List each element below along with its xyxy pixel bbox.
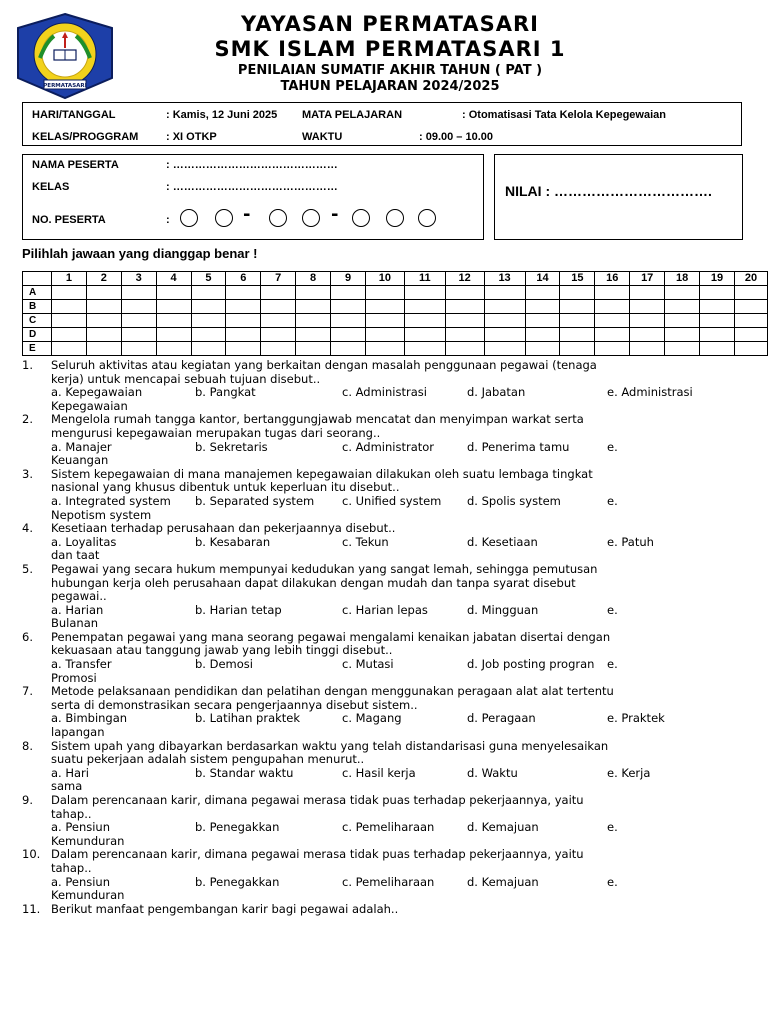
answer-cell[interactable] <box>261 300 296 314</box>
answer-cell[interactable] <box>630 314 665 328</box>
answer-option[interactable]: a. Kepegawaian <box>51 385 143 400</box>
grid-column-header: 15 <box>560 272 595 286</box>
answer-cell[interactable] <box>191 328 226 342</box>
answer-option[interactable]: c. Administrasi <box>342 385 427 400</box>
time-label: WAKTU <box>302 131 343 143</box>
answer-cell[interactable] <box>365 300 404 314</box>
answer-cell[interactable] <box>525 314 560 328</box>
grid-row <box>23 328 768 342</box>
answer-option[interactable]: b. Sekretaris <box>195 439 268 454</box>
svg-text:PERMATASARI: PERMATASARI <box>43 83 87 89</box>
answer-option[interactable]: a. Hari <box>51 765 89 780</box>
answer-option[interactable]: b. Kesabaran <box>195 534 271 549</box>
answer-cell[interactable] <box>525 342 560 356</box>
question-text-line: kekuasaan atau tanggung jawab yang lebih tinggi disebut.. <box>51 643 393 658</box>
answer-option[interactable]: d. Kemajuan <box>467 874 539 889</box>
answer-option[interactable]: a. Pensiun <box>51 874 111 889</box>
answer-cell[interactable] <box>296 286 331 300</box>
question-text-line: Sistem upah yang dibayarkan berdasarkan waktu yang telah distandarisasi guna menyelesaikan <box>51 738 609 753</box>
day-value: : Kamis, 12 Juni 2025 <box>166 109 278 121</box>
answer-cell[interactable] <box>560 300 595 314</box>
class-program-value: : XI OTKP <box>166 131 217 143</box>
answer-cell[interactable] <box>445 328 484 342</box>
answer-cell[interactable] <box>226 342 261 356</box>
answer-cell[interactable] <box>630 300 665 314</box>
grid-column-header: 5 <box>191 272 226 286</box>
answer-option[interactable]: e. <box>607 657 618 672</box>
question-text-line: Mengelola rumah tangga kantor, bertanggungjawab mencatat dan menyimpan warkat serta <box>51 412 584 427</box>
answer-cell[interactable] <box>191 300 226 314</box>
question-number: 11. <box>22 901 41 916</box>
option-row <box>22 821 742 835</box>
question-item <box>22 903 742 917</box>
answer-option[interactable]: d. Job posting progran <box>467 657 595 672</box>
answer-cell[interactable] <box>261 342 296 356</box>
question-number: 8. <box>22 738 33 753</box>
answer-cell[interactable] <box>700 314 735 328</box>
question-text-line: suatu pekerjaan adalah sistem pengupahan menurut.. <box>51 752 365 767</box>
student-class-field[interactable]: : ……………………………………… <box>166 181 338 193</box>
answer-option[interactable]: b. Separated system <box>195 493 315 508</box>
grid-row <box>23 300 768 314</box>
answer-cell[interactable] <box>700 342 735 356</box>
option-continuation: Kepegawaian <box>51 398 128 413</box>
grid-row-label: B <box>23 300 52 314</box>
number-separator: - <box>331 204 339 225</box>
question-list <box>22 359 742 916</box>
answer-cell[interactable] <box>525 300 560 314</box>
answer-cell[interactable] <box>331 300 366 314</box>
answer-cell[interactable] <box>734 314 767 328</box>
answer-cell[interactable] <box>560 328 595 342</box>
answer-cell[interactable] <box>121 314 156 328</box>
answer-cell[interactable] <box>156 286 191 300</box>
number-digit-circle[interactable] <box>386 209 404 227</box>
question-item <box>22 848 742 875</box>
answer-cell[interactable] <box>700 328 735 342</box>
answer-cell[interactable] <box>365 328 404 342</box>
answer-cell[interactable] <box>226 328 261 342</box>
answer-cell[interactable] <box>595 300 630 314</box>
answer-option[interactable]: e. Praktek <box>607 711 665 726</box>
question-text-line: Dalam perencanaan karir, dimana pegawai merasa tidak puas terhadap pekerjaannya, yaitu <box>51 847 584 862</box>
option-row <box>22 767 742 781</box>
grid-column-header: 4 <box>156 272 191 286</box>
question-item <box>22 740 742 767</box>
answer-cell[interactable] <box>595 314 630 328</box>
grid-column-header: 18 <box>665 272 700 286</box>
answer-cell[interactable] <box>121 328 156 342</box>
answer-cell[interactable] <box>445 314 484 328</box>
grid-row-label: C <box>23 314 52 328</box>
answer-cell[interactable] <box>525 328 560 342</box>
grid-column-header: 2 <box>86 272 121 286</box>
answer-cell[interactable] <box>51 286 86 300</box>
answer-option[interactable]: a. Integrated system <box>51 493 171 508</box>
option-continuation: dan taat <box>51 548 100 563</box>
grid-row-label: D <box>23 328 52 342</box>
answer-cell[interactable] <box>226 286 261 300</box>
question-number: 3. <box>22 466 33 481</box>
question-text-line: Sistem kepegawaian di mana manajemen kepegawaian dilakukan oleh suatu lembaga tingkat <box>51 466 593 481</box>
question-number: 2. <box>22 412 33 427</box>
question-text-line: hubungan kerja oleh perusahaan dapat dilakukan dengan mudah dan tanpa syarat disebut <box>51 575 576 590</box>
grid-header-row <box>23 272 768 286</box>
question-number: 5. <box>22 561 33 576</box>
instruction-text: Pilihlah jawaan yang dianggap benar ! <box>22 246 258 261</box>
option-continuation: Keuangan <box>51 453 109 468</box>
question-text-line: Kesetiaan terhadap perusahaan dan pekerjaannya disebut.. <box>51 521 396 536</box>
answer-grid <box>22 271 768 356</box>
name-label: NAMA PESERTA <box>32 159 119 171</box>
option-continuation: Kemunduran <box>51 833 125 848</box>
subject-label: MATA PELAJARAN <box>302 109 403 121</box>
answer-cell[interactable] <box>560 342 595 356</box>
answer-cell[interactable] <box>404 300 445 314</box>
answer-cell[interactable] <box>226 314 261 328</box>
answer-cell[interactable] <box>734 286 767 300</box>
answer-cell[interactable] <box>630 328 665 342</box>
answer-cell[interactable] <box>484 342 525 356</box>
question-text-line: mengurusi kepegawaian merupakan tugas dari seorang.. <box>51 425 381 440</box>
score-box <box>494 154 743 240</box>
number-digit-circle[interactable] <box>269 209 287 227</box>
option-continuation: Promosi <box>51 670 97 685</box>
question-item <box>22 685 742 712</box>
question-number: 1. <box>22 358 33 372</box>
answer-option[interactable]: d. Spolis system <box>467 493 561 508</box>
answer-cell[interactable] <box>595 342 630 356</box>
answer-option[interactable]: a. Bimbingan <box>51 711 128 726</box>
answer-cell[interactable] <box>630 286 665 300</box>
subject-value: : Otomatisasi Tata Kelola Kepegewaian <box>462 109 666 121</box>
answer-cell[interactable] <box>404 286 445 300</box>
question-item <box>22 468 742 495</box>
option-row <box>22 712 742 726</box>
name-field[interactable]: : ……………………………………… <box>166 159 338 171</box>
question-number: 6. <box>22 629 33 644</box>
grid-row <box>23 314 768 328</box>
time-value: : 09.00 – 10.00 <box>419 131 494 143</box>
question-number: 4. <box>22 521 33 536</box>
grid-column-header: 1 <box>51 272 86 286</box>
question-item <box>22 413 742 440</box>
option-continuation: sama <box>51 779 83 794</box>
answer-cell[interactable] <box>484 328 525 342</box>
grid-column-header: 9 <box>331 272 366 286</box>
answer-cell[interactable] <box>156 300 191 314</box>
foundation-title: YAYASAN PERMATASARI <box>241 12 539 36</box>
answer-option[interactable]: b. Harian tetap <box>195 602 282 617</box>
answer-option[interactable]: a. Harian <box>51 602 104 617</box>
number-digit-circle[interactable] <box>352 209 370 227</box>
answer-option[interactable]: e. <box>607 602 618 617</box>
school-title: SMK ISLAM PERMATASARI 1 <box>214 37 566 61</box>
answer-option[interactable]: b. Penegakkan <box>195 820 280 835</box>
answer-cell[interactable] <box>191 314 226 328</box>
answer-cell[interactable] <box>191 286 226 300</box>
answer-cell[interactable] <box>191 342 226 356</box>
answer-option[interactable]: c. Pemeliharaan <box>342 820 435 835</box>
answer-cell[interactable] <box>86 328 121 342</box>
answer-option[interactable]: c. Mutasi <box>342 657 394 672</box>
answer-option[interactable]: c. Tekun <box>342 534 389 549</box>
option-continuation: Bulanan <box>51 616 99 631</box>
question-text-line: serta di demonstrasikan secara pengerjaannya disebut sistem.. <box>51 697 418 712</box>
answer-cell[interactable] <box>445 342 484 356</box>
answer-cell[interactable] <box>331 328 366 342</box>
grid-row <box>23 342 768 356</box>
option-row <box>22 876 742 890</box>
grid-column-header: 8 <box>296 272 331 286</box>
option-continuation: lapangan <box>51 725 105 740</box>
number-digit-circle[interactable] <box>215 209 233 227</box>
number-separator: - <box>243 204 251 225</box>
question-text-line: kerja) untuk mencapai sebuah tujuan disebut.. <box>51 371 321 386</box>
question-text-line: Pegawai yang secara hukum mempunyai kedudukan yang sangat lemah, sehingga pemutusan <box>51 561 598 576</box>
question-text-line: Metode pelaksanaan pendidikan dan pelatihan dengan menggunakan peragaan alat alat tertentu <box>51 684 614 699</box>
answer-cell[interactable] <box>665 342 700 356</box>
answer-option[interactable]: c. Magang <box>342 711 402 726</box>
answer-option[interactable]: d. Mingguan <box>467 602 539 617</box>
answer-option[interactable]: a. Pensiun <box>51 820 111 835</box>
answer-cell[interactable] <box>484 314 525 328</box>
answer-cell[interactable] <box>365 286 404 300</box>
answer-cell[interactable] <box>404 342 445 356</box>
answer-cell[interactable] <box>365 342 404 356</box>
answer-cell[interactable] <box>404 314 445 328</box>
number-digit-circle[interactable] <box>302 209 320 227</box>
answer-cell[interactable] <box>156 342 191 356</box>
answer-cell[interactable] <box>700 286 735 300</box>
day-label: HARI/TANGGAL <box>32 109 116 121</box>
answer-option[interactable]: e. <box>607 493 618 508</box>
answer-option[interactable]: d. Jabatan <box>467 385 526 400</box>
answer-option[interactable]: c. Administrator <box>342 439 435 454</box>
academic-year: TAHUN PELAJARAN 2024/2025 <box>280 79 500 94</box>
question-item <box>22 359 742 386</box>
question-item <box>22 522 742 536</box>
option-continuation: Kemunduran <box>51 888 125 903</box>
answer-cell[interactable] <box>445 300 484 314</box>
answer-cell[interactable] <box>484 286 525 300</box>
option-row <box>22 441 742 455</box>
answer-cell[interactable] <box>525 286 560 300</box>
grid-row-label: E <box>23 342 52 356</box>
answer-cell[interactable] <box>630 342 665 356</box>
answer-option[interactable]: a. Loyalitas <box>51 534 117 549</box>
answer-cell[interactable] <box>121 286 156 300</box>
answer-cell[interactable] <box>296 328 331 342</box>
answer-cell[interactable] <box>331 286 366 300</box>
answer-option[interactable]: a. Transfer <box>51 657 112 672</box>
grid-column-header: 3 <box>121 272 156 286</box>
answer-cell[interactable] <box>261 314 296 328</box>
answer-option[interactable]: c. Hasil kerja <box>342 765 416 780</box>
exam-info-box <box>22 102 742 146</box>
answer-cell[interactable] <box>51 342 86 356</box>
answer-cell[interactable] <box>51 300 86 314</box>
answer-option[interactable]: d. Peragaan <box>467 711 536 726</box>
answer-cell[interactable] <box>404 328 445 342</box>
number-digit-circle[interactable] <box>180 209 198 227</box>
answer-cell[interactable] <box>665 328 700 342</box>
answer-cell[interactable] <box>665 300 700 314</box>
answer-option[interactable]: b. Demosi <box>195 657 253 672</box>
answer-option[interactable]: e. Patuh <box>607 534 654 549</box>
answer-option[interactable]: e. <box>607 874 618 889</box>
answer-cell[interactable] <box>595 286 630 300</box>
answer-cell[interactable] <box>121 342 156 356</box>
answer-option[interactable]: b. Standar waktu <box>195 765 294 780</box>
answer-cell[interactable] <box>156 314 191 328</box>
question-number: 10. <box>22 847 41 862</box>
question-text-line: tahap.. <box>51 860 92 875</box>
answer-cell[interactable] <box>734 328 767 342</box>
number-label: NO. PESERTA <box>32 214 106 226</box>
grid-column-header: 13 <box>484 272 525 286</box>
question-text-line: pegawai.. <box>51 589 107 604</box>
answer-cell[interactable] <box>86 314 121 328</box>
score-label[interactable]: NILAI : ……………………………. <box>505 183 712 199</box>
answer-cell[interactable] <box>156 328 191 342</box>
grid-column-header: 10 <box>365 272 404 286</box>
grid-row <box>23 286 768 300</box>
answer-cell[interactable] <box>665 286 700 300</box>
number-colon: : <box>166 214 170 226</box>
answer-option[interactable]: e. <box>607 820 618 835</box>
answer-cell[interactable] <box>734 300 767 314</box>
answer-option[interactable]: e. Administrasi <box>607 385 693 400</box>
grid-column-header: 12 <box>445 272 484 286</box>
answer-cell[interactable] <box>86 342 121 356</box>
grid-column-header: 16 <box>595 272 630 286</box>
grid-column-header: 7 <box>261 272 296 286</box>
answer-cell[interactable] <box>331 314 366 328</box>
grid-column-header: 17 <box>630 272 665 286</box>
class-program-label: KELAS/PROGGRAM <box>32 131 139 143</box>
answer-cell[interactable] <box>734 342 767 356</box>
question-text-line: nasional yang khusus dibentuk untuk keperluan itu disebut.. <box>51 480 400 495</box>
answer-option[interactable]: d. Waktu <box>467 765 518 780</box>
grid-column-header: 20 <box>734 272 767 286</box>
answer-cell[interactable] <box>86 286 121 300</box>
answer-cell[interactable] <box>365 314 404 328</box>
answer-option[interactable]: b. Pangkat <box>195 385 256 400</box>
grid-column-header: 19 <box>700 272 735 286</box>
answer-option[interactable]: d. Kesetiaan <box>467 534 538 549</box>
student-info-box <box>22 154 484 240</box>
answer-cell[interactable] <box>121 300 156 314</box>
answer-option[interactable]: a. Manajer <box>51 439 112 454</box>
answer-option[interactable]: d. Penerima tamu <box>467 439 570 454</box>
answer-cell[interactable] <box>445 286 484 300</box>
option-row <box>22 604 742 618</box>
answer-option[interactable]: d. Kemajuan <box>467 820 539 835</box>
answer-cell[interactable] <box>296 314 331 328</box>
school-logo <box>14 12 116 100</box>
question-text-line: tahap.. <box>51 806 92 821</box>
answer-option[interactable]: c. Pemeliharaan <box>342 874 435 889</box>
question-text-line: Seluruh aktivitas atau kegiatan yang berkaitan dengan masalah penggunaan pegawai (tenaga <box>51 358 597 372</box>
grid-column-header: 6 <box>226 272 261 286</box>
answer-option[interactable]: c. Unified system <box>342 493 442 508</box>
answer-cell[interactable] <box>51 328 86 342</box>
answer-cell[interactable] <box>331 342 366 356</box>
question-number: 7. <box>22 684 33 699</box>
answer-option[interactable]: e. Kerja <box>607 765 651 780</box>
question-item <box>22 794 742 821</box>
question-text-line: Penempatan pegawai yang mana seorang pegawai mengalami kenaikan jabatan disertai dengan <box>51 629 611 644</box>
answer-cell[interactable] <box>261 328 296 342</box>
question-number: 9. <box>22 793 33 807</box>
assessment-title: PENILAIAN SUMATIF AKHIR TAHUN ( PAT ) <box>237 63 543 78</box>
answer-cell[interactable] <box>226 300 261 314</box>
answer-option[interactable]: c. Harian lepas <box>342 602 428 617</box>
grid-corner-cell <box>23 272 52 286</box>
answer-cell[interactable] <box>86 300 121 314</box>
student-class-label: KELAS <box>32 181 70 193</box>
answer-cell[interactable] <box>665 314 700 328</box>
grid-row-label: A <box>23 286 52 300</box>
option-row <box>22 495 742 509</box>
option-continuation: Nepotism system <box>51 507 152 522</box>
option-row <box>22 386 742 400</box>
answer-cell[interactable] <box>595 328 630 342</box>
answer-option[interactable]: b. Penegakkan <box>195 874 280 889</box>
option-row <box>22 536 742 550</box>
question-item <box>22 631 742 658</box>
option-row <box>22 658 742 672</box>
number-digit-circle[interactable] <box>418 209 436 227</box>
answer-cell[interactable] <box>51 314 86 328</box>
answer-cell[interactable] <box>296 300 331 314</box>
answer-option[interactable]: e. <box>607 439 618 454</box>
answer-cell[interactable] <box>560 314 595 328</box>
answer-cell[interactable] <box>484 300 525 314</box>
answer-cell[interactable] <box>700 300 735 314</box>
grid-column-header: 14 <box>525 272 560 286</box>
question-item <box>22 563 742 604</box>
answer-cell[interactable] <box>261 286 296 300</box>
answer-cell[interactable] <box>560 286 595 300</box>
question-text-line: Berikut manfaat pengembangan karir bagi pegawai adalah.. <box>51 901 399 916</box>
answer-cell[interactable] <box>296 342 331 356</box>
question-text-line: Dalam perencanaan karir, dimana pegawai merasa tidak puas terhadap pekerjaannya, yaitu <box>51 793 584 807</box>
grid-column-header: 11 <box>404 272 445 286</box>
answer-option[interactable]: b. Latihan praktek <box>195 711 301 726</box>
